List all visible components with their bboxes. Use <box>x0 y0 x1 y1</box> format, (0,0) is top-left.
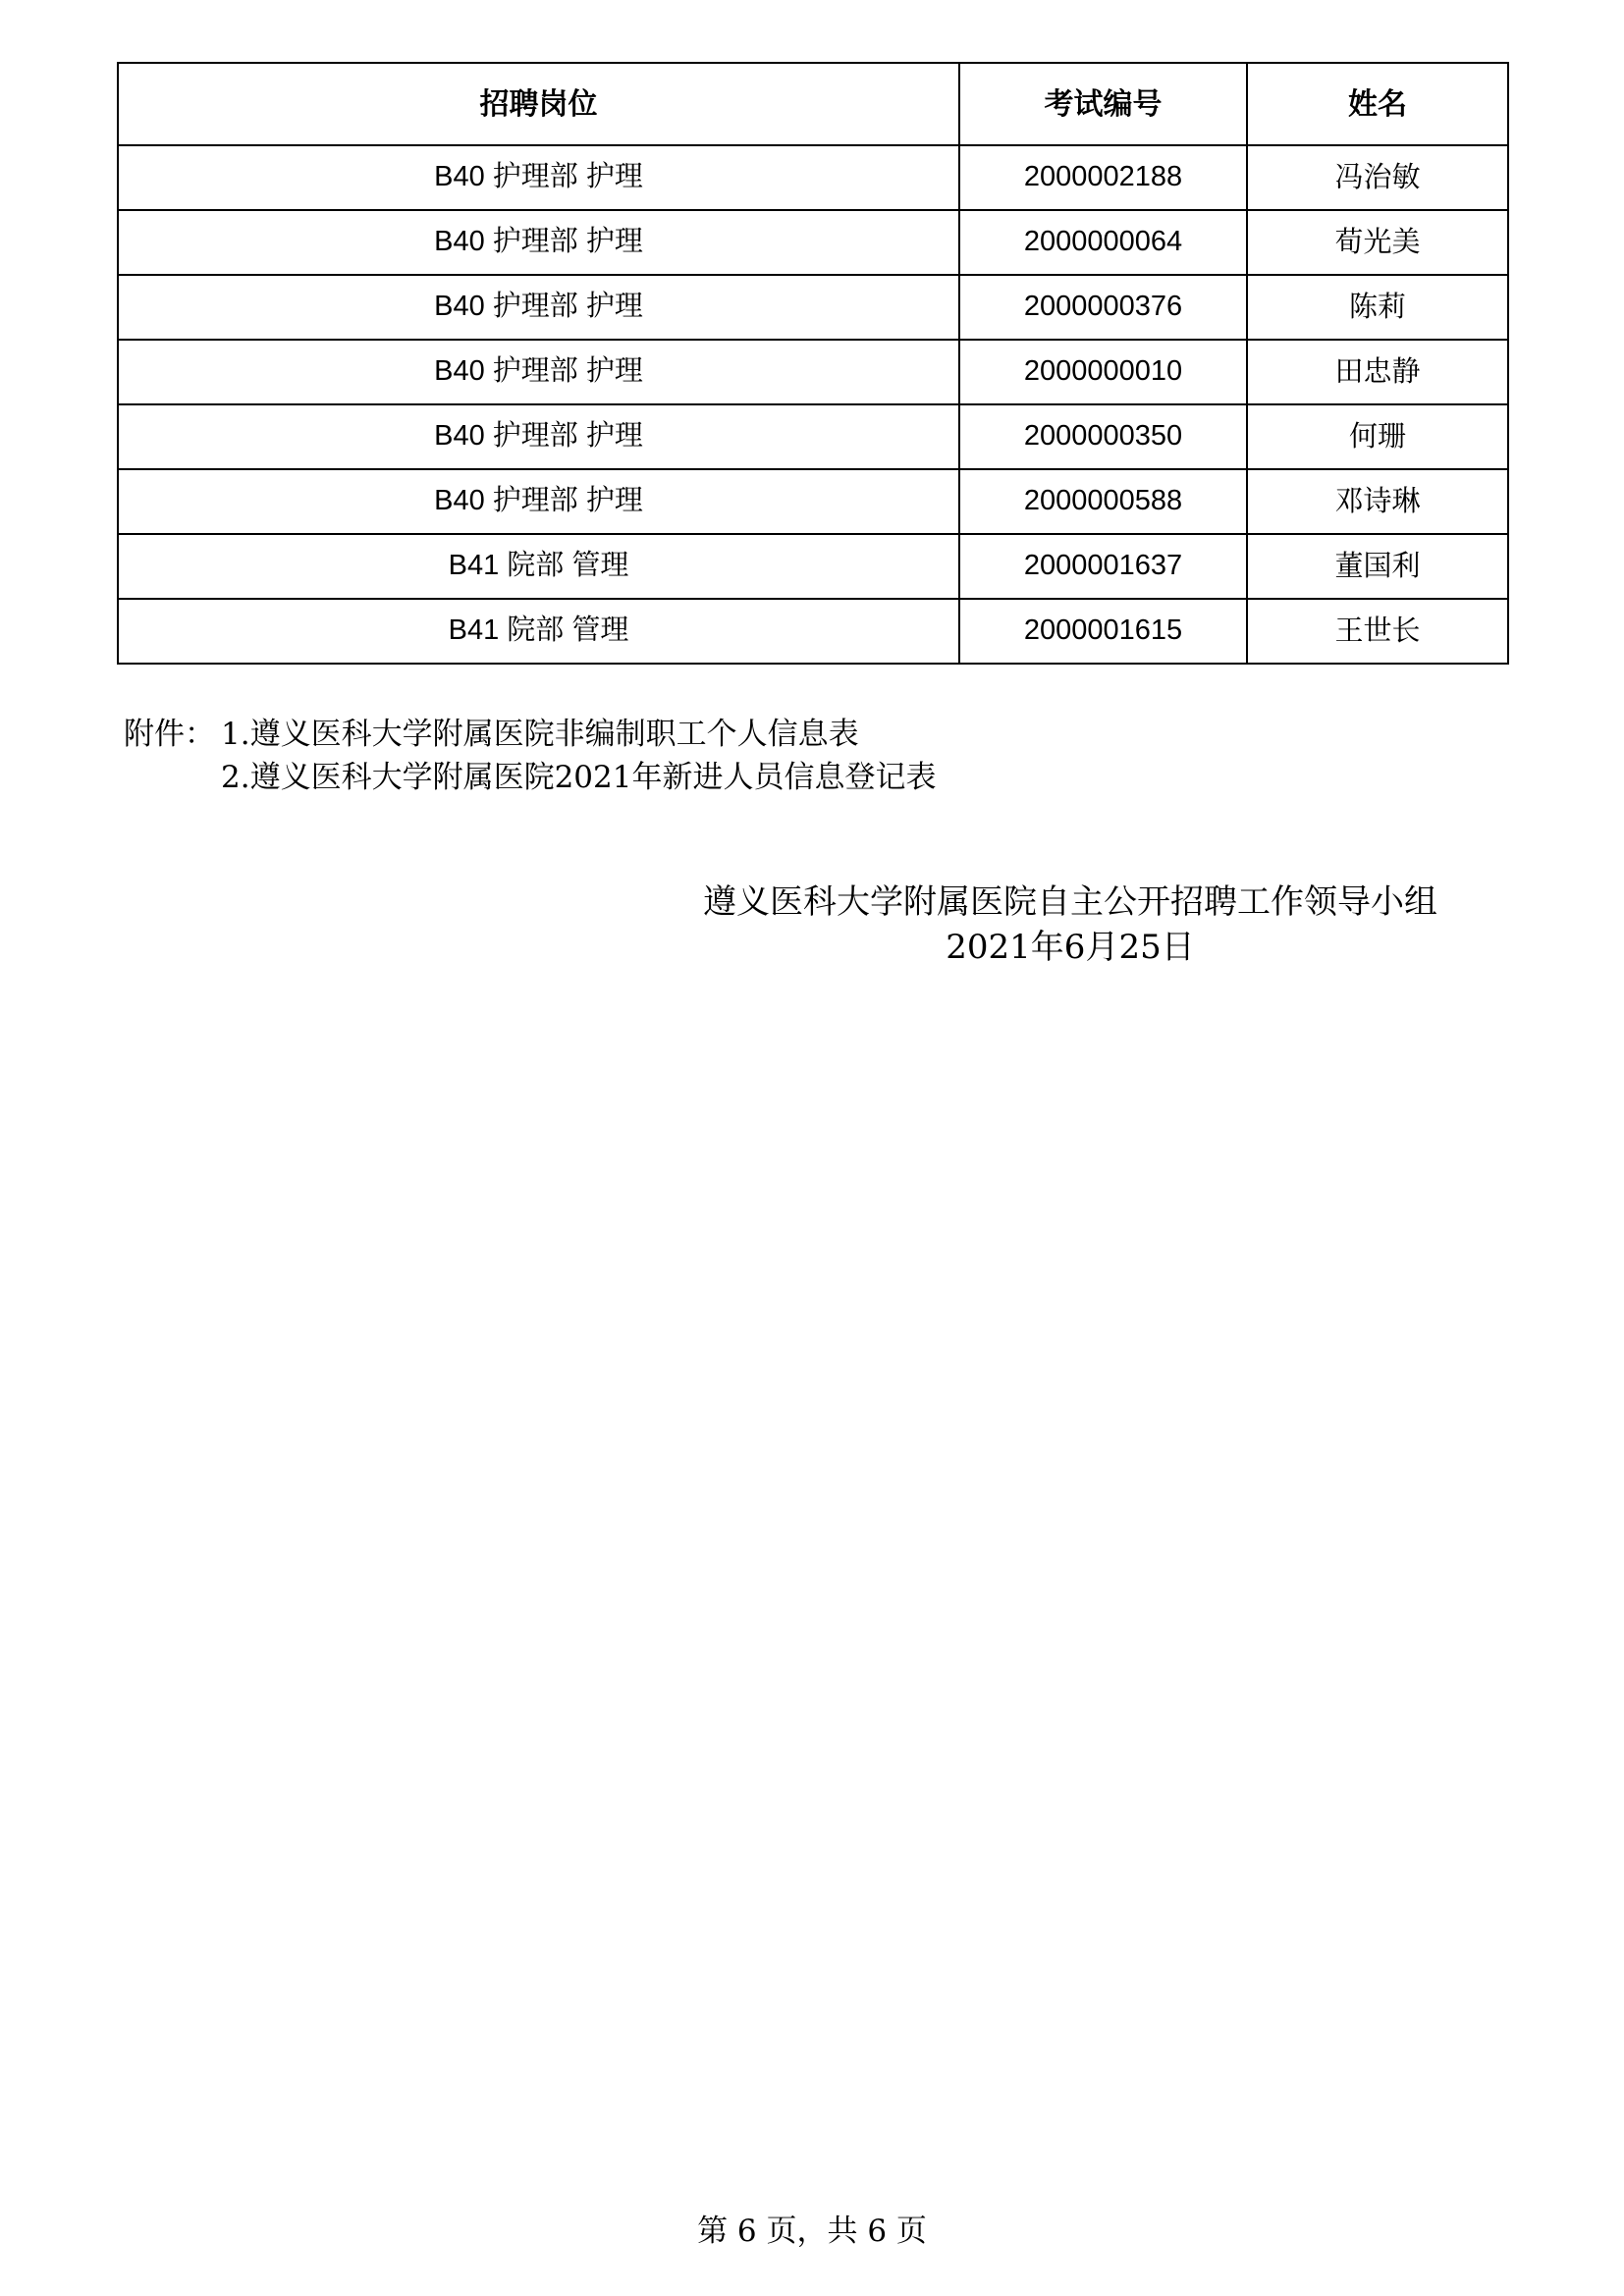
cell-name: 王世长 <box>1247 599 1508 664</box>
page-footer: 第 6 页，共 6 页 <box>697 2214 927 2249</box>
table-row <box>118 340 1508 404</box>
results-table <box>117 62 1509 665</box>
cell-name: 陈莉 <box>1247 275 1508 340</box>
signature-org: 遵义医科大学附属医院自主公开招聘工作领导小组 <box>703 882 1437 922</box>
cell-exam-id: 2000002188 <box>959 145 1247 210</box>
signature-block <box>677 880 1463 970</box>
attachment-line <box>124 756 936 799</box>
signature-date: 2021年6月25日 <box>946 928 1195 967</box>
header-name: 姓名 <box>1247 63 1508 145</box>
table-row <box>118 599 1508 664</box>
cell-exam-id: 2000000010 <box>959 340 1247 404</box>
cell-exam-id: 2000001637 <box>959 534 1247 599</box>
cell-position: B40 护理部 护理 <box>118 404 959 469</box>
table-row <box>118 275 1508 340</box>
cell-position: B40 护理部 护理 <box>118 340 959 404</box>
attachment-item: 1.遵义医科大学附属医院非编制职工个人信息表 <box>221 717 859 752</box>
cell-position: B40 护理部 护理 <box>118 275 959 340</box>
table-row <box>118 404 1508 469</box>
cell-exam-id: 2000001615 <box>959 599 1247 664</box>
cell-exam-id: 2000000588 <box>959 469 1247 534</box>
cell-name: 邓诗琳 <box>1247 469 1508 534</box>
cell-name: 何珊 <box>1247 404 1508 469</box>
cell-position: B40 护理部 护理 <box>118 210 959 275</box>
table-row <box>118 145 1508 210</box>
cell-name: 冯治敏 <box>1247 145 1508 210</box>
attachment-line <box>124 713 936 756</box>
table-header-row <box>118 63 1508 145</box>
cell-name: 董国利 <box>1247 534 1508 599</box>
cell-position: B40 护理部 护理 <box>118 145 959 210</box>
attachments-block <box>124 713 936 799</box>
cell-exam-id: 2000000064 <box>959 210 1247 275</box>
table-row <box>118 534 1508 599</box>
header-exam-id: 考试编号 <box>959 63 1247 145</box>
attachments-prefix: 附件： <box>124 717 215 752</box>
cell-exam-id: 2000000350 <box>959 404 1247 469</box>
header-position: 招聘岗位 <box>118 63 959 145</box>
cell-position: B41 院部 管理 <box>118 599 959 664</box>
table-row <box>118 210 1508 275</box>
attachment-item: 2.遵义医科大学附属医院2021年新进人员信息登记表 <box>221 760 937 795</box>
cell-exam-id: 2000000376 <box>959 275 1247 340</box>
table-row <box>118 469 1508 534</box>
cell-position: B41 院部 管理 <box>118 534 959 599</box>
cell-name: 田忠静 <box>1247 340 1508 404</box>
cell-name: 荀光美 <box>1247 210 1508 275</box>
cell-position: B40 护理部 护理 <box>118 469 959 534</box>
